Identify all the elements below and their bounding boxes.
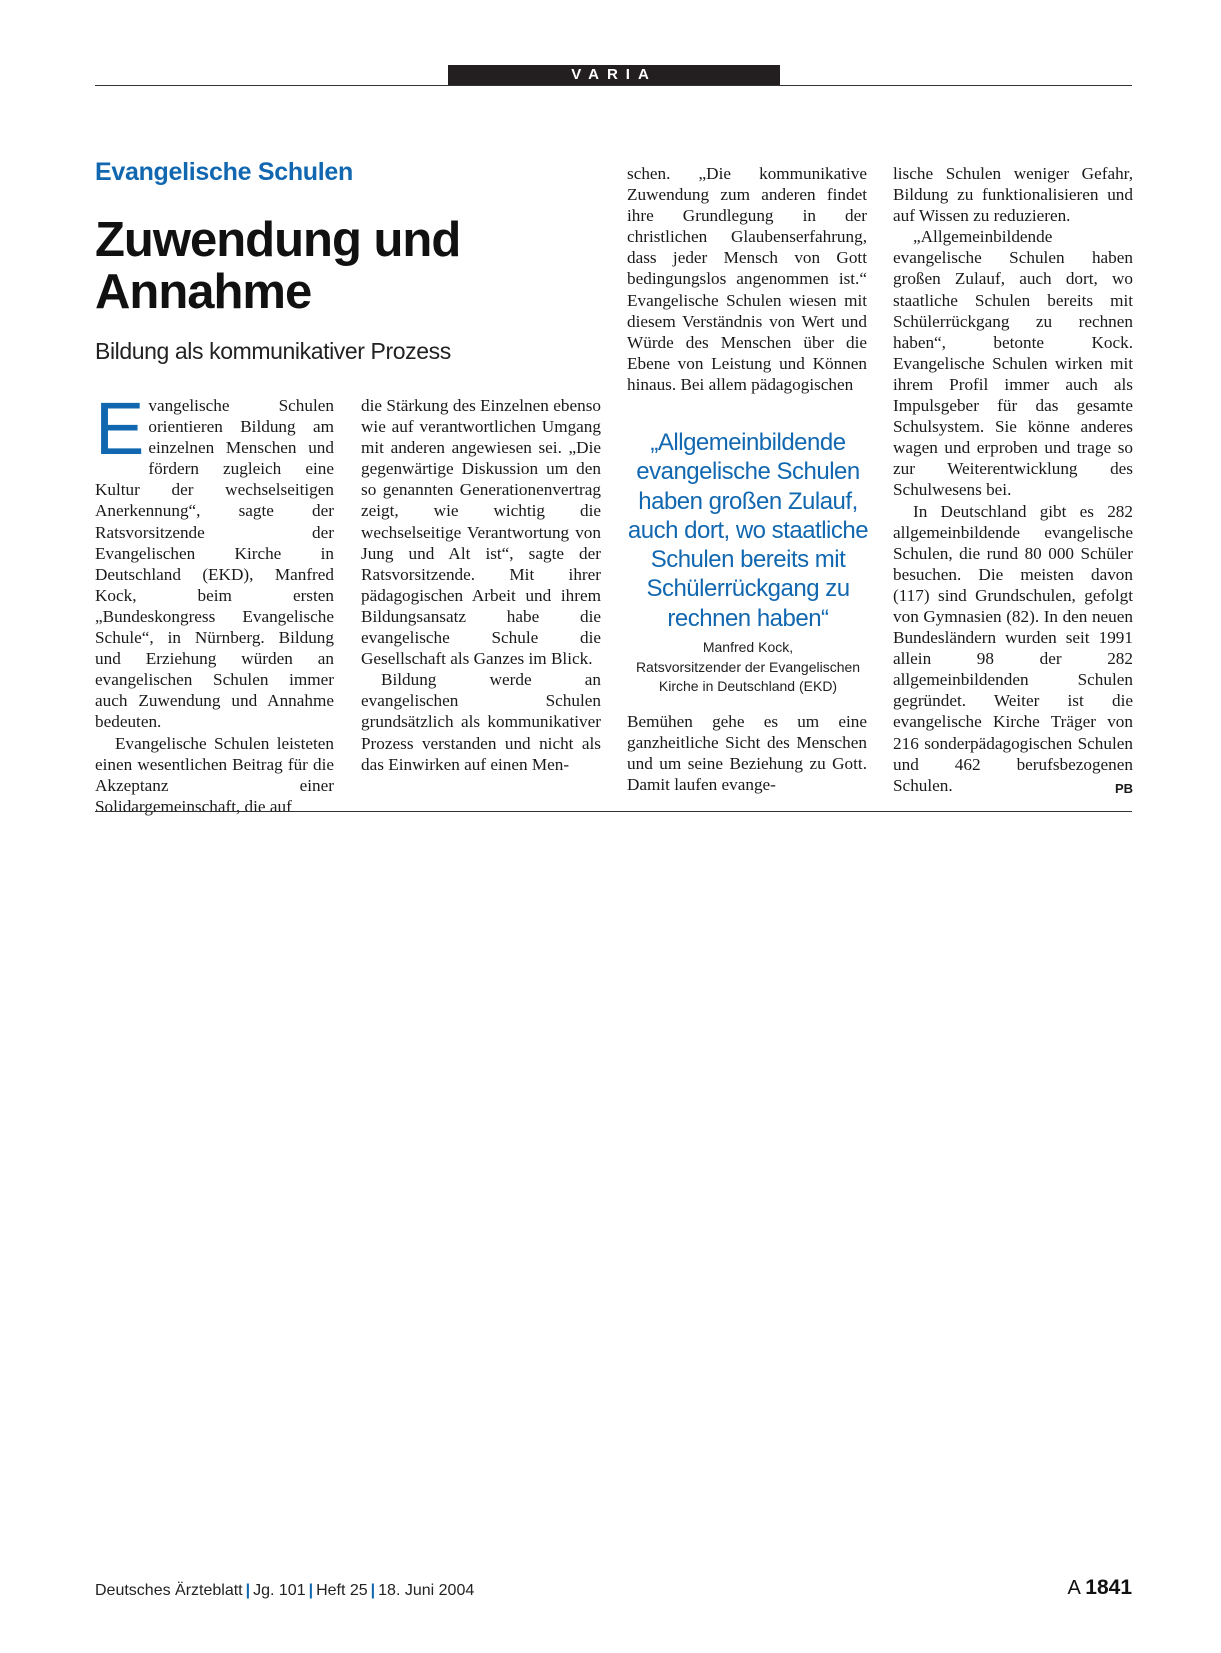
issue-date: 18. Juni 2004 xyxy=(378,1582,475,1599)
article-headline: Zuwendung und Annahme xyxy=(95,213,461,319)
paragraph: lische Schulen weniger Gefahr, Bildung zu funktionalisieren und auf Wissen zu reduzieren. xyxy=(893,164,1133,226)
text-column-2 xyxy=(361,395,601,775)
attribution-role: Kirche in Deutschland (EKD) xyxy=(658,678,838,694)
paragraph xyxy=(893,501,1133,796)
pull-quote: „Allgemeinbildende evangelische Schulen haben großen Zulauf, auch dort, wo staatliche Schulen bereits mit Schülerrückgang zu rechnen haben“ xyxy=(627,429,869,632)
separator: | xyxy=(370,1582,376,1599)
page-prefix: A xyxy=(1067,1577,1081,1599)
paragraph: Bildung werde an evangelischen Schulen grundsätzlich als kommunikativer Prozess verstanden und nicht als das Einwirken auf einen Men- xyxy=(361,670,601,774)
author-signature: PB xyxy=(1114,780,1133,796)
page-number xyxy=(1067,1576,1132,1600)
paragraph xyxy=(95,387,334,733)
page-number-value: 1841 xyxy=(1085,1576,1132,1599)
article-subhead: Bildung als kommunikativer Prozess xyxy=(95,338,451,364)
paragraph: Evangelische Schulen leisteten einen wesentlichen Beitrag für die Akzeptanz einer Solidargemeinschaft, die auf xyxy=(95,733,334,816)
paragraph: schen. „Die kommunikative Zuwendung zum anderen findet ihre Grundlegung in der christlichen Glaubenserfahrung, dass jeder Mensch von Gott bedingungslos angenommen ist.“ Evangelische Schulen wiesen mit diesem Verständnis von Wert und Würde des Menschen über die Ebene von Leistung und Können hinaus. Bei allem pädagogischen xyxy=(627,164,867,394)
separator: | xyxy=(308,1582,314,1599)
paragraph: „Allgemeinbildende evangelische Schulen haben großen Zulauf, auch dort, wo staatliche Schulen bereits mit Schülerrückgang zu rechnen haben“, betonte Kock. Evangelische Schulen wirken mit ihrem Profil immer auch als Impulsgeber für das gesamte Schulsystem. Sie könne anderes wagen und erproben und trage so zur Weiterentwicklung des Schulwesens bei. xyxy=(893,227,1133,500)
separator: | xyxy=(245,1582,251,1599)
paragraph-text: vangelische Schulen orientieren Bildung am einzelnen Menschen und fördern zugleich eine Kultur der wechselseitigen Anerkennung“, sagte der Ratsvorsitzende der Evangelischen Kirche in Deutschland (EKD), Manfred Kock, beim ersten „Bundeskongress Evangelische Schule“, in Nürnberg. Bildung und Erziehung würden an evangelischen Schulen immer auch Zuwendung und Annahme bedeuten. xyxy=(95,396,334,732)
drop-cap: E xyxy=(95,387,145,470)
text-column-4 xyxy=(893,163,1133,799)
journal-name: Deutsches Ärzteblatt xyxy=(95,1582,243,1599)
article-kicker: Evangelische Schulen xyxy=(95,158,353,186)
top-rule xyxy=(95,85,1132,86)
pull-quote-attribution xyxy=(620,638,876,697)
section-label: VARIA xyxy=(448,65,780,85)
footer-citation xyxy=(95,1582,474,1600)
attribution-role: Ratsvorsitzender der Evangelischen xyxy=(635,658,861,675)
paragraph-text: In Deutschland gibt es 282 allgemeinbildende evangelische Schulen, die rund 80 000 Schüler besuchen. Die meisten davon (117) sind Grundschulen, gefolgt von Gymnasien (82). In den neuen Bundesländern wurden seit 1991 allein 98 der 282 allgemeinbildenden Schulen gegründet. Weiter ist die evangelische Kirche Träger von 216 sonderpädagogischen Schulen und 462 berufsbezogenen Schulen. xyxy=(893,501,1133,795)
attribution-name: Manfred Kock, xyxy=(702,639,794,655)
volume: Jg. 101 xyxy=(253,1582,306,1599)
text-column-3-top xyxy=(627,163,867,395)
text-column-1 xyxy=(95,387,334,817)
bottom-rule xyxy=(95,811,1132,812)
paragraph: Bemühen gehe es um eine ganzheitliche Sicht des Menschen und um seine Beziehung zu Gott. Damit laufen evange- xyxy=(627,712,867,795)
paragraph: die Stärkung des Einzelnen ebenso wie auf verantwortlichen Umgang mit anderen angewiesen sei. „Die gegenwärtige Diskussion um den so genannten Generationenvertrag zeigt, wie wichtig die wechselseitige Verantwortung von Jung und Alt ist“, sagte der Ratsvorsitzende. Mit ihrer pädagogischen Arbeit und ihrem Bildungsansatz habe die evangelische Schule die Gesellschaft als Ganzes im Blick. xyxy=(361,396,601,669)
text-column-3-bottom xyxy=(627,711,867,795)
issue: Heft 25 xyxy=(316,1582,368,1599)
